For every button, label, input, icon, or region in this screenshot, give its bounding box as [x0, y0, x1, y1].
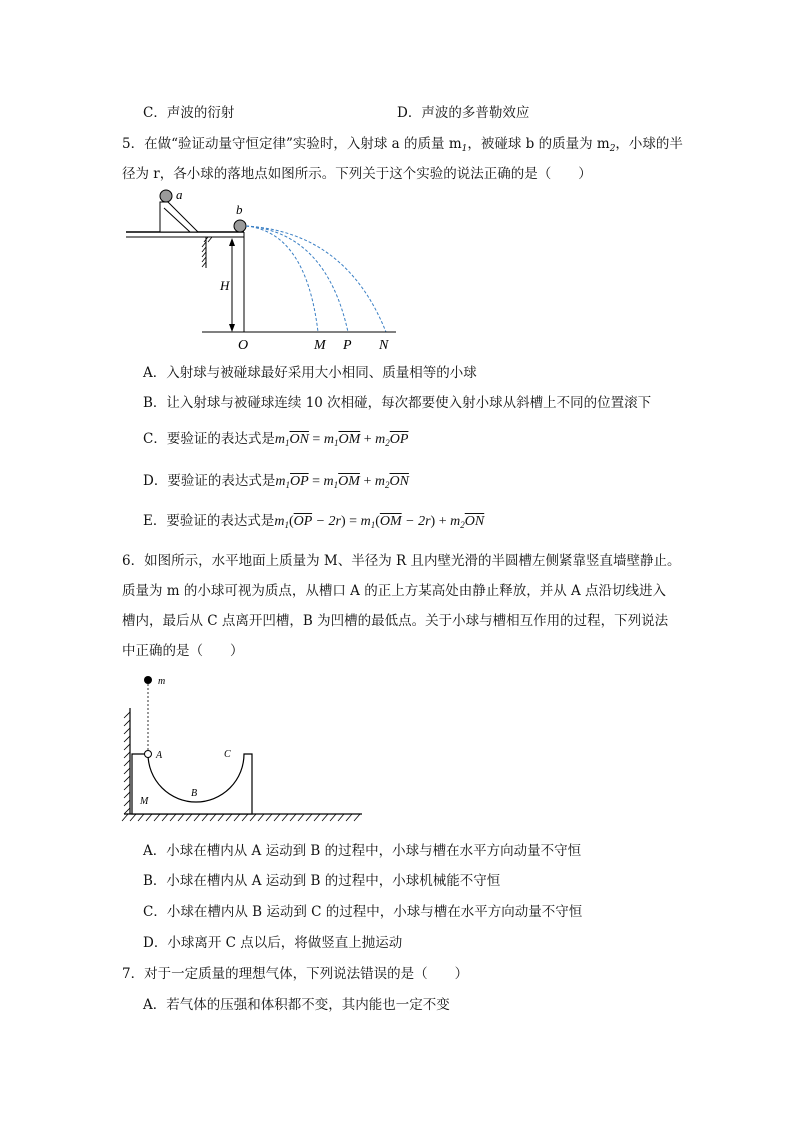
label-a: a [176, 187, 183, 202]
label-B: B [191, 788, 198, 799]
q5-stem-line2: 径为 r，各小球的落地点如图所示。下列关于这个实验的说法正确的是（ ） [122, 166, 592, 182]
q6-stem-line4: 中正确的是（ ） [122, 643, 244, 659]
q5-figure [120, 186, 410, 356]
wall-hatching [124, 712, 130, 814]
q6-option-c: C．小球在槽内从 B 运动到 C 的过程中，小球与槽在水平方向动量不守恒 [143, 904, 583, 920]
q5-stem-line1: 5．在做“验证动量守恒定律”实验时，入射球 a 的质量 $m_1$，被碰球 b 的质量为 $m_2$，小球的半 [122, 136, 683, 154]
q6-figure [118, 672, 368, 832]
q5-option-d: D．要验证的表达式是$m_1\overline{OP} = m_1\overline{OM} + m_2\overline{ON}$ [143, 473, 409, 490]
label-b: b [236, 202, 243, 217]
ball-a [160, 190, 172, 202]
q7-stem: 7．对于一定质量的理想气体，下列说法错误的是（ ） [122, 966, 469, 982]
trajectory-P [246, 226, 348, 332]
q6-option-b: B．小球在槽内从 A 运动到 B 的过程中，小球机械能不守恒 [143, 873, 501, 889]
label-C: C [224, 749, 231, 760]
ball-b [234, 220, 246, 232]
height-arrow-bottom [229, 324, 235, 332]
label-O: O [238, 338, 249, 353]
q5-option-c: C．要验证的表达式是$m_1\overline{ON} = m_1\overline{OM} + m_2\overline{OP}$ [143, 431, 409, 448]
incline-ramp [160, 202, 198, 232]
label-m: m [158, 676, 166, 687]
q4-option-d: D．声波的多普勒效应 [397, 105, 530, 121]
ball-m [144, 676, 152, 684]
q7-option-a: A．若气体的压强和体积都不变，其内能也一定不变 [143, 997, 450, 1013]
table-hatching [202, 237, 212, 267]
label-H: H [220, 278, 230, 293]
q5-option-b: B．让入射球与被碰球连续 10 次相碰，每次都要使入射小球从斜槽上不同的位置滚下 [143, 395, 652, 411]
trajectories [246, 226, 386, 332]
q6-stem-line2: 质量为 m 的小球可视为质点，从槽口 A 的正上方某高处由静止释放，并从 A 点沿切线进入 [122, 583, 667, 599]
groove-body [132, 754, 252, 814]
q6-option-d: D．小球离开 C 点以后，将做竖直上抛运动 [143, 935, 403, 951]
q6-stem-line3: 槽内，最后从 C 点离开凹槽，B 为凹槽的最低点。关于小球与槽相互作用的过程，下列说法 [122, 613, 669, 629]
label-M: M [314, 338, 326, 353]
trajectory-M [246, 226, 318, 332]
trajectory-N [246, 226, 386, 332]
q6-stem-line1: 6．如图所示，水平地面上质量为 M、半径为 R 且内壁光滑的半圆槽左侧紧靠竖直墙壁静止。 [122, 553, 681, 569]
floor-hatching [122, 814, 360, 821]
label-P: P [343, 338, 352, 353]
label-N: N [379, 338, 389, 353]
q5-option-d-formula: $m_1\overline{OP} = m_1\overline{OM} + m_2\overline{ON}$ [275, 474, 409, 490]
point-A [145, 751, 152, 758]
q5-option-e-formula: $m_1(\overline{OP} - 2r) = m_1(\overline{OM} - 2r) + m_2\overline{ON}$ [274, 514, 485, 530]
height-arrow-top [229, 238, 235, 246]
q5-option-e: E．要验证的表达式是$m_1(\overline{OP} - 2r) = m_1(\overline{OM} - 2r) + m_2\overline{ON}$ [143, 513, 485, 530]
label-A: A [156, 750, 163, 761]
q4-option-c: C．声波的衍射 [143, 105, 235, 121]
q5-option-c-formula: $m_1\overline{ON} = m_1\overline{OM} + m_2\overline{OP}$ [274, 432, 409, 448]
q5-option-a: A．入射球与被碰球最好采用大小相同、质量相等的小球 [143, 365, 477, 381]
q6-option-a: A．小球在槽内从 A 运动到 B 的过程中，小球与槽在水平方向动量不守恒 [143, 843, 582, 859]
label-M: M [140, 796, 149, 807]
